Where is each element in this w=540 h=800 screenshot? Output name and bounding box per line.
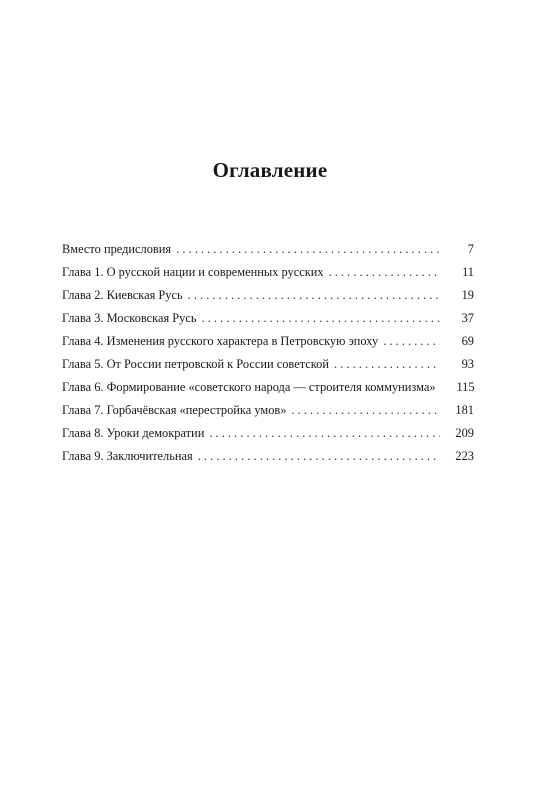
toc-page-number: 69: [461, 334, 474, 348]
toc-page-number: 181: [455, 403, 474, 417]
toc-page-number: 115: [456, 380, 475, 394]
toc-entry-title: Глава 5. От России петровской к России советской: [62, 357, 329, 371]
toc-entry-chapter-5[interactable]: [62, 353, 474, 376]
toc-page-number: 11: [462, 265, 474, 279]
toc-entry-title: Глава 2. Киевская Русь: [62, 288, 183, 302]
table-of-contents: [62, 238, 474, 468]
toc-entry-chapter-8[interactable]: [62, 422, 474, 445]
toc-page-number: 19: [461, 288, 474, 302]
toc-page-number: 93: [461, 357, 474, 371]
toc-entry-title: Глава 8. Уроки демократии: [62, 426, 205, 440]
dot-leader: [383, 330, 440, 353]
toc-entry-chapter-6[interactable]: [62, 376, 474, 399]
dot-leader: [329, 261, 440, 284]
toc-entry-title: Глава 6. Формирование «советского народа — строителя коммунизма»: [62, 380, 436, 394]
toc-entry-title: Глава 3. Московская Русь: [62, 311, 197, 325]
toc-entry-chapter-9[interactable]: [62, 445, 474, 468]
page-title: Оглавление: [212, 158, 328, 183]
toc-entry-title: Глава 4. Изменения русского характера в Петровскую эпоху: [62, 334, 379, 348]
toc-page-number: 209: [455, 426, 474, 440]
toc-entry-chapter-2[interactable]: [62, 284, 474, 307]
toc-entry-chapter-3[interactable]: [62, 307, 474, 330]
toc-entry-chapter-4[interactable]: [62, 330, 474, 353]
dot-leader: [209, 422, 440, 445]
toc-entry-chapter-1[interactable]: [62, 261, 474, 284]
toc-entry-title: Вместо предисловия: [62, 242, 172, 256]
toc-entry-title: Глава 7. Горбачёвская «перестройка умов»: [62, 403, 287, 417]
toc-entry-preface[interactable]: [62, 238, 474, 261]
toc-entry-title: Глава 1. О русской нации и современных русских: [62, 265, 324, 279]
toc-entry-chapter-7[interactable]: [62, 399, 474, 422]
toc-page-number: 223: [455, 449, 474, 463]
dot-leader: [198, 445, 440, 468]
dot-leader: [291, 399, 440, 422]
toc-entry-title: Глава 9. Заключительная: [62, 449, 193, 463]
toc-page-number: 37: [461, 311, 474, 325]
toc-page-number: 7: [467, 242, 474, 256]
dot-leader: [334, 353, 440, 376]
dot-leader: [202, 307, 440, 330]
dot-leader: [176, 238, 440, 261]
dot-leader: [188, 284, 440, 307]
